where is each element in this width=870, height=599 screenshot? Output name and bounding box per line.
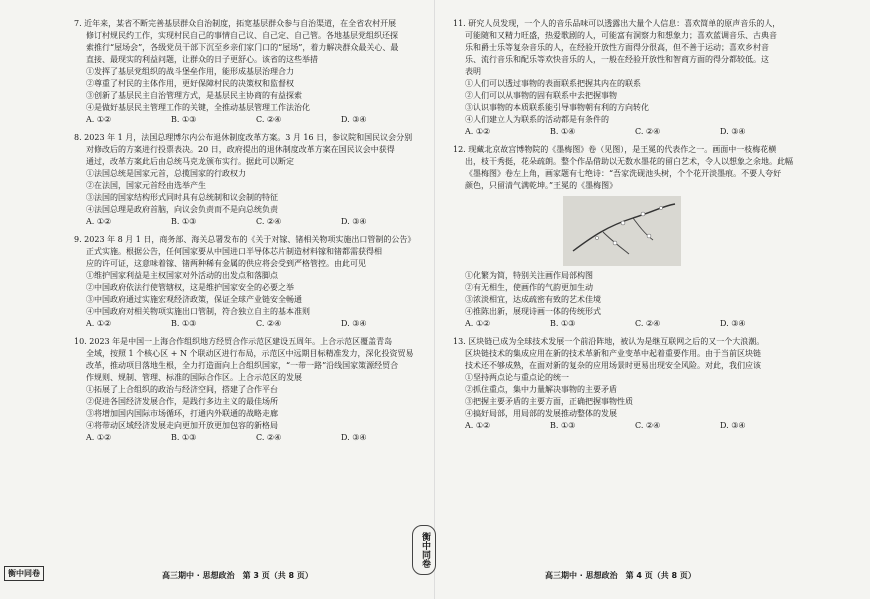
q13-item: ③把握主要矛盾的主要方面，正确把握事物性质 — [465, 397, 633, 406]
q11-item: ③认识事物的本质联系能引导事物朝有利的方向转化 — [465, 103, 649, 112]
right-column — [453, 18, 805, 432]
q7-line: 索推行“屋场会”，各级党员干部下沉至乡亲们家门口的“屋场”，着力解决群众最关心、最 — [86, 43, 399, 52]
option-a[interactable]: A. ①② — [465, 421, 491, 430]
question-13 — [453, 336, 805, 432]
q9-item: ①维护国家利益是主权国家对外活动的出发点和落脚点 — [86, 271, 278, 280]
question-12 — [453, 144, 805, 330]
option-b[interactable]: B. ①③ — [171, 115, 197, 124]
option-c[interactable]: C. ②④ — [256, 217, 282, 226]
option-c[interactable]: C. ②④ — [635, 127, 661, 136]
q8-line: 8. 2023 年 1 月，法国总理博尔内公布退休制度改革方案。3 月 16 日，参议院和国民议会分别 — [74, 133, 413, 142]
q13-line: 技术还不够成熟，在面对新的复杂的应用场景时更易出现安全风险。对此，我们应该 — [465, 361, 761, 370]
q8-item: ②在法国，国家元首经由选举产生 — [86, 181, 206, 190]
q8-line: 通过，改革方案此后由总统马克龙颁布实行。据此可以断定 — [86, 157, 294, 166]
q12-line: 颜色，只留清气满乾坤。”王冕的《墨梅图》 — [465, 181, 618, 190]
plum-branch-icon — [563, 196, 681, 266]
option-a[interactable]: A. ①② — [465, 127, 491, 136]
q11-line: 11. 研究人员发现，一个人的音乐品味可以透露出大量个人信息：喜欢简单的原声音乐的人， — [453, 19, 781, 28]
q11-item: ②人们可以从事物的固有联系中去把握事物 — [465, 91, 617, 100]
center-seal: 衡中同卷 — [412, 525, 436, 575]
q9-options — [74, 318, 426, 330]
option-a[interactable]: A. ①② — [86, 115, 112, 124]
q8-line: 对修改后的方案进行投票表决。20 日，政府提出的退休制度改革方案在国民议会中获得 — [86, 145, 395, 154]
q9-line: 9. 2023 年 8 月 1 日，商务部、海关总署发布的《关于对镓、锗相关物项实施出口管制的公告》 — [74, 235, 416, 244]
option-c[interactable]: C. ②④ — [635, 421, 661, 430]
q11-line: 乐、流行音乐和配乐等欢快音乐的人，一般在经验开放性和智商方面的得分都较低。这 — [465, 55, 769, 64]
q12-item: ①化繁为简，特别关注画作局部构图 — [465, 271, 593, 280]
q8-item: ①法国总统是国家元首，总揽国家的行政权力 — [86, 169, 246, 178]
q13-line: 区块链技术的集成应用在新的技术革新和产业变革中起着重要作用。由于当前区块链 — [465, 349, 761, 358]
q7-line: 7. 近年来，某省不断完善基层群众自治制度，拓宽基层群众参与自治渠道，在全省农村开展 — [74, 19, 397, 28]
left-column — [74, 18, 426, 444]
q10-item: ②促进各国经济发展合作，是践行多边主义的最佳场所 — [86, 397, 278, 406]
option-a[interactable]: A. ①② — [86, 433, 112, 442]
question-9 — [74, 234, 426, 330]
q12-item: ③浓淡相宜，达成疏密有致的艺术佳境 — [465, 295, 601, 304]
q10-line: 作规则、规制、管理、标准的国际合作区。上合示范区的发展 — [86, 373, 302, 382]
q9-line: 正式实施。根据公告，任何国家要从中国进口半导体芯片制造材料镓和锗都需获得相 — [86, 247, 382, 256]
option-a[interactable]: A. ①② — [86, 217, 112, 226]
q7-item: ②尊重了村民的主体作用，更好保障村民的决策权和监督权 — [86, 79, 294, 88]
q10-item: ④将带动区域经济发展走向更加开放更加包容的新格局 — [86, 421, 278, 430]
q8-item: ③法国的国家结构形式同时具有总统制和议会制的特征 — [86, 193, 278, 202]
q11-line: 可能随和又精力旺盛，热爱歌剧的人，可能富有洞察力和想象力；喜欢蓝调音乐、古典音 — [465, 31, 777, 40]
option-d[interactable]: D. ③④ — [341, 433, 367, 442]
q8-options — [74, 216, 426, 228]
option-b[interactable]: B. ①③ — [171, 217, 197, 226]
q7-line: 直接、最现实的利益问题，让群众的日子更舒心。该省的这些举措 — [86, 55, 318, 64]
q7-line: 修订村规民约工作，实现村民自己的事情自己议、自己定、自己管。各地基层党组织还探 — [86, 31, 398, 40]
option-d[interactable]: D. ③④ — [341, 115, 367, 124]
question-10 — [74, 336, 426, 444]
option-c[interactable]: C. ②④ — [256, 319, 282, 328]
q9-item: ④中国政府对相关物项实施出口管制，符合独立自主的基本准则 — [86, 307, 310, 316]
page-right — [435, 0, 870, 599]
option-a[interactable]: A. ①② — [465, 319, 491, 328]
footer-brand-logo: 衡中同卷 — [4, 566, 44, 581]
q10-options — [74, 432, 426, 444]
q7-options — [74, 114, 426, 126]
q13-item: ②抓住重点，集中力量解决事物的主要矛盾 — [465, 385, 617, 394]
option-a[interactable]: A. ①② — [86, 319, 112, 328]
plum-blossom-painting — [563, 196, 681, 266]
option-c[interactable]: C. ②④ — [256, 115, 282, 124]
q7-item: ③创新了基层民主自治管理方式，是基层民主协商的有益探索 — [86, 91, 302, 100]
q11-line: 表明 — [465, 67, 481, 76]
q12-line: 出，枝干秀挺，花朵疏朗。整个作品借助以无数水墨花的留白艺术，令人以想象之余地。此幅 — [465, 157, 793, 166]
option-d[interactable]: D. ③④ — [720, 421, 746, 430]
q7-item: ④是做好基层民主管理工作的关键，全推动基层管理工作法治化 — [86, 103, 310, 112]
q13-item: ④搞好局部，用局部的发展推动整体的发展 — [465, 409, 617, 418]
option-b[interactable]: B. ①③ — [550, 421, 576, 430]
q7-item: ①发挥了基层党组织的战斗堡垒作用，能形成基层治理合力 — [86, 67, 294, 76]
option-b[interactable]: B. ①③ — [550, 319, 576, 328]
q12-item: ②有无相生，使画作的气韵更加生动 — [465, 283, 593, 292]
q11-item: ④人们建立人为联系的活动都是有条件的 — [465, 115, 609, 124]
option-d[interactable]: D. ③④ — [720, 319, 746, 328]
q12-options — [453, 318, 805, 330]
question-7 — [74, 18, 426, 126]
q11-options — [453, 126, 805, 138]
q10-line: 全域，按照 1 个核心区 + N 个联动区进行布局，示范区中远期目标精准发力，深化投资贸易 — [86, 349, 414, 358]
option-d[interactable]: D. ③④ — [720, 127, 746, 136]
q10-line: 10. 2023 年是中国一上海合作组织地方经贸合作示范区建设五周年。上合示范区覆盖青岛 — [74, 337, 393, 346]
option-c[interactable]: C. ②④ — [635, 319, 661, 328]
q9-item: ②中国政府依法行使管辖权，这是维护国家安全的必要之举 — [86, 283, 294, 292]
option-d[interactable]: D. ③④ — [341, 217, 367, 226]
q11-line: 乐和爵士乐等复杂音乐的人，在经验开放性方面得分很高，但不善于运动；喜欢乡村音 — [465, 43, 769, 52]
footer-page-label: 高三期中 · 思想政治 第 4 页（共 8 页） — [545, 571, 696, 580]
q8-item: ④法国总理是政府首脑，向议会负责而不是向总统负责 — [86, 205, 278, 214]
q12-line: 《墨梅图》卷左上角，画家题有七绝诗：“吾家洗砚池头树，个个花开淡墨痕。不要人夸好 — [465, 169, 782, 178]
option-b[interactable]: B. ①③ — [171, 319, 197, 328]
question-11 — [453, 18, 805, 138]
option-b[interactable]: B. ①④ — [550, 127, 576, 136]
q12-item: ④推陈出新，展现诗画一体的传统形式 — [465, 307, 601, 316]
option-b[interactable]: B. ①③ — [171, 433, 197, 442]
q9-line: 应的许可证，这意味着镓、锗两种稀有金属的供应将会受到严格管控。由此可见 — [86, 259, 366, 268]
question-8 — [74, 132, 426, 228]
option-d[interactable]: D. ③④ — [341, 319, 367, 328]
q13-item: ①坚持两点论与重点论的统一 — [465, 373, 569, 382]
q11-item: ①人们可以透过事物的表面联系把握其内在的联系 — [465, 79, 641, 88]
footer-page-label: 高三期中 · 思想政治 第 3 页（共 8 页） — [162, 571, 313, 580]
q10-item: ③将增加国内国际市场循环，打通内外联通的战略走廊 — [86, 409, 278, 418]
q13-line: 13. 区块链已成为全球技术发展一个前沿阵地，被认为是继互联网之后的又一个大浪潮。 — [453, 337, 765, 346]
q10-item: ①拓展了上合组织的政治与经济空间，搭建了合作平台 — [86, 385, 278, 394]
option-c[interactable]: C. ②④ — [256, 433, 282, 442]
q10-line: 改革，推动项目落地生根，全力打造面向上合组织国家，“一带一路”沿线国家策源经贸合 — [86, 361, 399, 370]
q13-options — [453, 420, 805, 432]
q9-item: ③中国政府通过实施宏观经济政策，保证全球产业链安全畅通 — [86, 295, 302, 304]
q12-line: 12. 现藏北京故宫博物院的《墨梅图》卷（见图），是王冕的代表作之一。画面中一枝梅花横 — [453, 145, 777, 154]
